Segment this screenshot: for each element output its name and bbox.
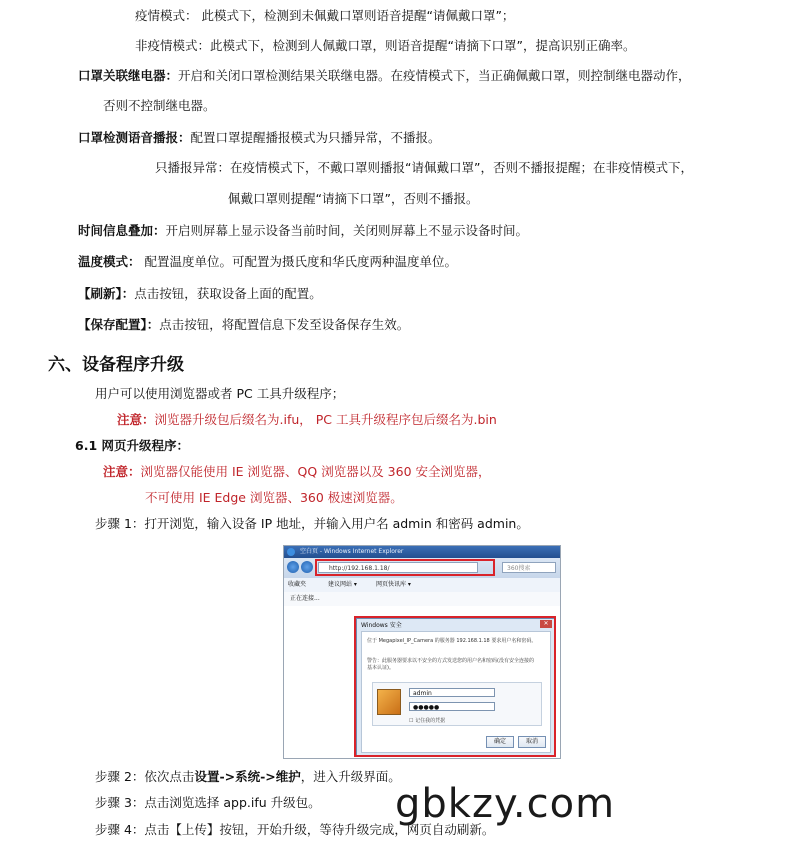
text-line	[78, 68, 691, 84]
note-line: 不可使用 IE Edge 浏览器、360 极速浏览器。	[145, 490, 403, 505]
text-line: 佩戴口罩则提醒“请摘下口罩”，否则不播报。	[228, 191, 479, 206]
note-label: 注意：	[117, 412, 155, 427]
dialog-message: 位于 Megapixel_IP_Camera 的服务器 192.168.1.18 要求用户名和密码。	[367, 638, 537, 644]
page-content	[284, 606, 560, 758]
password-field[interactable]: ●●●●●	[409, 702, 495, 711]
window-title: 空白页 - Windows Internet Explorer	[300, 548, 404, 555]
forward-icon[interactable]	[301, 561, 313, 573]
dialog-warning: 警告：此服务器要求以不安全的方式发送您的用户名和密码(没有安全连接的基本认证)。	[367, 658, 534, 671]
highlight-box	[315, 559, 495, 576]
definition: 开启和关闭口罩检测结果关联继电器。在疫情模式下，当正确佩戴口罩，则控制继电器动作，	[178, 68, 691, 83]
text-line: 步骤 1：打开浏览，输入设备 IP 地址，并输入用户名 admin 和密码 admin。	[95, 516, 529, 531]
favorites-bar	[284, 578, 560, 593]
text-line: 步骤 4：点击【上传】按钮，开始升级，等待升级完成，网页自动刷新。	[95, 822, 495, 837]
subsection-heading: 6.1 网页升级程序：	[75, 438, 189, 453]
favorites-label[interactable]: 收藏夹	[288, 581, 307, 588]
note-text: 浏览器仅能使用 IE 浏览器、QQ 浏览器以及 360 安全浏览器，	[140, 464, 491, 479]
definition: 开启则屏幕上显示设备当前时间，关闭则屏幕上不显示设备时间。	[165, 223, 529, 238]
username-field[interactable]: admin	[409, 688, 495, 697]
text-line	[95, 769, 401, 785]
text-line: 只播报异常：在疫情模式下，不戴口罩则播报“请佩戴口罩”，否则不播报提醒；在非疫情模式下，	[155, 160, 693, 175]
term: 【保存配置】：	[78, 317, 160, 332]
favorites-item[interactable]: 网页快讯库 ▾	[376, 581, 411, 588]
address-bar[interactable]: http://192.168.1.18/	[318, 562, 478, 573]
definition: 配置温度单位。可配置为摄氏度和华氏度两种温度单位。	[140, 254, 457, 269]
term: 口罩关联继电器：	[78, 68, 179, 83]
back-icon[interactable]	[287, 561, 299, 573]
search-box[interactable]: 360搜索	[502, 562, 556, 573]
text-line: 否则不控制继电器。	[103, 98, 216, 113]
window-titlebar	[284, 546, 560, 558]
note-line	[103, 464, 491, 480]
address-row	[284, 558, 560, 578]
text-line	[78, 130, 441, 146]
browser-screenshot	[283, 545, 561, 759]
close-icon[interactable]: ✕	[540, 620, 552, 628]
text-line: 疫情模式： 此模式下，检测到未佩戴口罩则语音提醒“请佩戴口罩”；	[135, 8, 515, 23]
note-line	[117, 412, 497, 428]
text-line	[78, 223, 528, 239]
text-line	[78, 286, 322, 302]
text-line: 用户可以使用浏览器或者 PC 工具升级程序；	[95, 386, 345, 401]
term: 【刷新】：	[78, 286, 135, 301]
watermark: gbkzy.com	[395, 781, 616, 827]
text-line: 步骤 3：点击浏览选择 app.ifu 升级包。	[95, 795, 321, 810]
text-line	[78, 317, 409, 333]
term: 温度模式：	[78, 254, 141, 269]
highlight-box	[354, 616, 556, 757]
section-heading: 六、设备程序升级	[48, 355, 184, 375]
menu-path: 设置->系统->维护	[194, 769, 301, 784]
term: 时间信息叠加：	[78, 223, 166, 238]
ie-icon	[287, 548, 295, 556]
definition: 点击按钮，将配置信息下发至设备保存生效。	[159, 317, 410, 332]
definition: 配置口罩提醒播报模式为只播异常，不播报。	[190, 130, 441, 145]
ok-button[interactable]: 确定	[486, 736, 514, 748]
text-line: 非疫情模式：此模式下，检测到人佩戴口罩，则语音提醒“请摘下口罩”，提高识别正确率。	[135, 38, 636, 53]
remember-label: 记住我的凭据	[415, 718, 446, 724]
note-text: 浏览器升级包后缀名为.ifu， PC 工具升级程序包后缀名为.bin	[154, 412, 497, 427]
tab-row	[284, 592, 560, 607]
tab-loading[interactable]: 正在连接...	[290, 595, 320, 602]
text-line	[78, 254, 457, 270]
dialog-title: Windows 安全	[361, 622, 402, 629]
step-text: 步骤 2：依次点击	[95, 769, 195, 784]
note-label: 注意：	[103, 464, 141, 479]
cancel-button[interactable]: 取消	[518, 736, 546, 748]
step-text: ，进入升级界面。	[300, 769, 401, 784]
remember-checkbox[interactable]: ☐ 记住我的凭据	[409, 718, 446, 724]
definition: 点击按钮，获取设备上面的配置。	[134, 286, 322, 301]
term: 口罩检测语音播报：	[78, 130, 191, 145]
favorites-item[interactable]: 建议网站 ▾	[328, 581, 357, 588]
